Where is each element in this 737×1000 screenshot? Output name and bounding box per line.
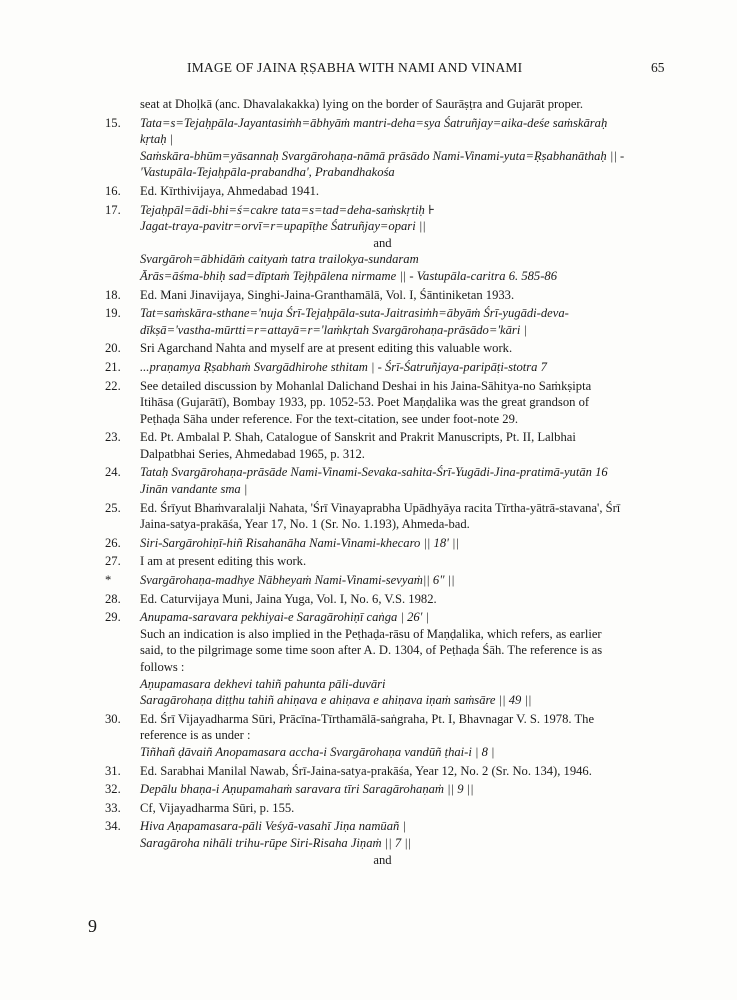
footnote-text: Sri Agarchand Nahta and myself are at present editing this valuable work. bbox=[140, 341, 513, 356]
footnote-number: 22. bbox=[105, 378, 121, 393]
footnote-number: 25. bbox=[105, 500, 121, 515]
footnote-text: Tejaḥpāl=ādi-bhi=ś=cakre tata=s=tad=deha-saṁskṛtiḥ ⊦ bbox=[140, 202, 436, 217]
footnote-number: 27. bbox=[105, 554, 121, 569]
footnote-number: 24. bbox=[105, 465, 121, 480]
footnote-text: Tat=saṁskāra-sthane='nuja Śrī-Tejaḥpāla-suta-Jaitrasiṁh=ābyāṁ Śrī-yugādi-deva-dīkṣā='vastha-mūrtti=r=attayā=r='laṁkṛtah Svargārohaṇa-prāsādo='kāri | bbox=[140, 306, 569, 337]
footnote-text: Depālu bhaṇa-i Aṇupamahaṁ saravara tīri Saragārohaṇaṁ || 9 || bbox=[140, 782, 474, 797]
footnote-item bbox=[105, 378, 625, 428]
footnote-number: 30. bbox=[105, 711, 121, 726]
footnote-text: Jagat-traya-pavitr=orvī=r=upapīṭhe Śatruñjay=opari || bbox=[140, 219, 426, 234]
footnote-number: 16. bbox=[105, 183, 121, 198]
running-title: IMAGE OF JAINA ṚṢABHA WITH NAMI AND VINAMI bbox=[187, 60, 523, 75]
footnote-text: Siri-Sargārohiṇī-hiñ Risahanāha Nami-Vinami-khecaro || 18' || bbox=[140, 535, 459, 550]
footnote-text: Ed. Sarabhai Manilal Nawab, Śrī-Jaina-satya-prakāśa, Year 12, No. 2 (Sr. No. 134), 1946. bbox=[140, 763, 592, 778]
footnote-number: 34. bbox=[105, 819, 121, 834]
footnote-item bbox=[105, 818, 625, 868]
footnote-number: 18. bbox=[105, 287, 121, 302]
footnote-text: I am at present editing this work. bbox=[140, 554, 307, 569]
footnote-item bbox=[105, 572, 625, 589]
footnote-text: Svargāroh=ābhidāṁ caityaṁ tatra trailokya-sundaram bbox=[140, 252, 419, 267]
footnote-text: Ed. Mani Jinavijaya, Singhi-Jaina-Granthamālā, Vol. I, Śāntiniketan 1933. bbox=[140, 287, 515, 302]
footnote-text: seat at Dhoḷkā (anc. Dhavalakakka) lying on the border of Saurāṣṭra and Gujarāt proper. bbox=[140, 97, 584, 111]
footnote-text: Hiva Aṇapamasara-pāli Veśyā-vasahī Jiṇa namūañ | bbox=[140, 819, 406, 834]
footnote-text: Cf, Vijayadharma Sūri, p. 155. bbox=[140, 800, 295, 815]
footnote-item bbox=[105, 359, 625, 376]
footnote-item bbox=[105, 202, 625, 285]
footnote-text: Ed. Kīrthivijaya, Ahmedabad 1941. bbox=[140, 183, 320, 198]
footnote-number: * bbox=[105, 573, 112, 588]
footnote-text: Ārās=āśma-bhiḥ sad=dīptaṁ Tejḥpālena nirmame || - Vastupāla-caritra 6. 585-86 bbox=[140, 268, 558, 283]
footnote-text: Ed. Pt. Ambalal P. Shah, Catalogue of Sanskrit and Prakrit Manuscripts, Pt. II, Lalbhai Dalpatbhai Series, Ahmedabad 1965, p. 312. bbox=[140, 430, 576, 461]
footnote-text: Ed. Śrī Vijayadharma Sūri, Prācīna-Tīrthamālā-saṅgraha, Pt. I, Bhavnagar V. S. 1978. The reference is as under : bbox=[140, 711, 595, 743]
footnote-number: 31. bbox=[105, 763, 121, 778]
footnote-item bbox=[105, 96, 625, 113]
footnote-text: Tataḥ Svargārohaṇa-prāsāde Nami-Vinami-Sevaka-sahita-Śrī-Yugādi-Jina-pratimā-yutān 16 Jinān vandante sma | bbox=[140, 465, 608, 497]
footnote-number: 17. bbox=[105, 202, 121, 217]
footnote-item bbox=[105, 609, 625, 709]
footnote-item bbox=[105, 781, 625, 798]
footnote-text: Such an indication is also implied in the Peṭhaḍa-rāsu of Maṇḍalika, which refers, as earlier said, to the pilgrimage some time soon after A. D. 1304, of Peṭhaḍa Śāh. The reference is as follows : bbox=[140, 626, 603, 674]
footnote-item bbox=[105, 183, 625, 200]
footnote-text: See detailed discussion by Mohanlal Dalichand Deshai in his Jaina-Sāhitya-no Saṁkṣipta Itihāsa (Gujarātī), Bombay 1933, pp. 1052-53. Poet Maṇḍalika was the great grandson of Peṭhaḍa Sāha under reference. For the text-citation, see under foot-note 29. bbox=[140, 378, 592, 426]
page-number: 65 bbox=[651, 60, 665, 75]
footnote-number: 29. bbox=[105, 610, 121, 625]
footnote-item bbox=[105, 553, 625, 570]
footnote-item bbox=[105, 429, 625, 462]
footnote-item bbox=[105, 464, 625, 497]
footnote-item bbox=[105, 535, 625, 552]
footnote-number: 19. bbox=[105, 306, 121, 321]
footnote-number: 20. bbox=[105, 341, 121, 356]
footnote-item bbox=[105, 711, 625, 761]
footnote-number: 32. bbox=[105, 782, 121, 797]
footnote-number: 26. bbox=[105, 535, 121, 550]
footnote-item bbox=[105, 800, 625, 817]
footnote-text: ...praṇamya Ṛṣabhaṁ Svargādhirohe sthitam | - Śrī-Śatruñjaya-paripāṭi-stotra 7 bbox=[140, 359, 547, 374]
footnote-text: and bbox=[373, 852, 392, 867]
footnote-text: Svargārohaṇa-madhye Nābheyaṁ Nami-Vinami-sevyaṁ|| 6" || bbox=[140, 573, 455, 588]
footnote-item bbox=[105, 500, 625, 533]
footnote-text: Tata=s=Tejaḥpāla-Jayantasiṁh=ābhyāṁ mantri-deha=sya Śatruñjay=aika-deśe saṁskāraḥ kṛtaḥ | bbox=[140, 115, 608, 147]
footnote-text: Saragāroha nihāli trihu-rūpe Siri-Risaha Jiṇaṁ || 7 || bbox=[140, 835, 412, 850]
footnote-item bbox=[105, 763, 625, 780]
footnote-number: 33. bbox=[105, 800, 121, 815]
footnotes-list bbox=[105, 96, 625, 870]
footnote-number: 28. bbox=[105, 591, 121, 606]
footnote-text: Aṇupamasara dekhevi tahiñ pahunta pāli-duvāri bbox=[140, 676, 386, 691]
footnote-item bbox=[105, 340, 625, 357]
footnote-text: Saragārohaṇa diṭṭhu tahiñ ahiṇava e ahiṇava e ahiṇava iṇaṁ saṁsāre || 49 || bbox=[140, 693, 532, 708]
footnote-number: 23. bbox=[105, 430, 121, 445]
footnote-item bbox=[105, 115, 625, 181]
footnote-item bbox=[105, 591, 625, 608]
footnote-text: and bbox=[373, 235, 392, 250]
footnote-number: 21. bbox=[105, 359, 121, 374]
footnote-text: Ed. Caturvijaya Muni, Jaina Yuga, Vol. I, No. 6, V.S. 1982. bbox=[140, 591, 437, 606]
footnote-text: Saṁskāra-bhūm=yāsannaḥ Svargārohaṇa-nāmā prāsādo Nami-Vinami-yuta=Ṛṣabhanāthaḥ || - 'Vastupāla-Tejaḥpāla-prabandha', Prabandhakośa bbox=[140, 148, 625, 180]
footnote-text: Tiñhañ ḍāvaiñ Anopamasara accha-i Svargārohaṇa vandūñ ṭhai-i | 8 | bbox=[140, 744, 495, 759]
footnote-text: Anupama-saravara pekhiyai-e Saragārohiṇī caṅga | 26' | bbox=[140, 610, 429, 625]
signature-mark: 9 bbox=[88, 916, 97, 936]
footnote-number: 15. bbox=[105, 115, 121, 130]
footnote-text: Ed. Śrīyut Bhaṁvaralalji Nahata, 'Śrī Vinayaprabha Upādhyāya racita Tīrtha-yātrā-stavana', Śrī Jaina-satya-prakāśa, Year 17, No. 1 (Sr. No. 1.193), Ahmeda-bad. bbox=[140, 500, 621, 532]
footnote-item bbox=[105, 287, 625, 304]
running-header bbox=[0, 60, 737, 80]
footnote-item bbox=[105, 305, 625, 338]
